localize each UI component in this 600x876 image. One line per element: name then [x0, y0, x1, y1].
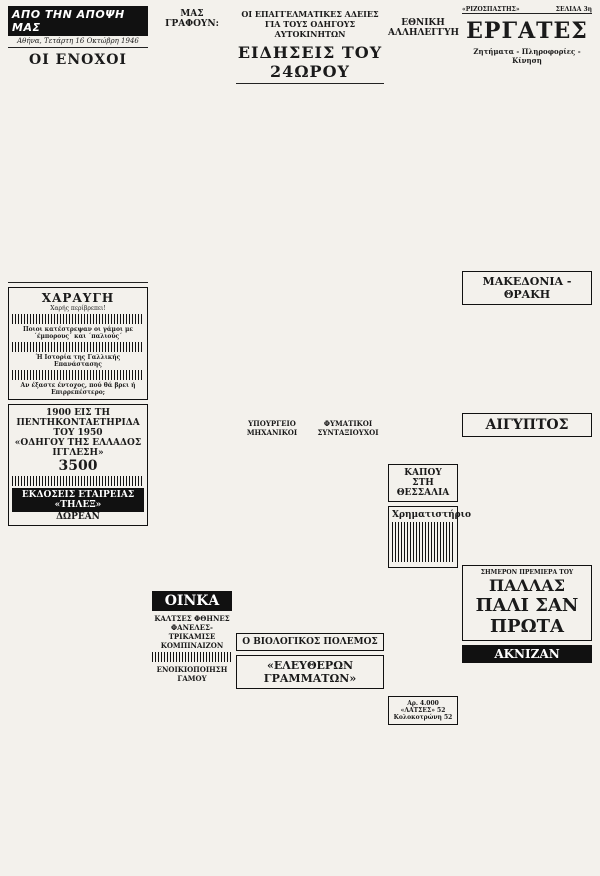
region-body: [462, 309, 592, 409]
headline-enochoi: ΟΙ ΕΝΟΧΟΙ: [29, 52, 127, 68]
ad-price: 3500: [58, 458, 98, 474]
egypt-title: ΑΙΓΥΠΤΟΣ: [485, 417, 569, 433]
news-body: [236, 86, 384, 416]
harauyi-title: ΧΑΡΑΥΓΗ: [41, 291, 115, 305]
headline-24h: ΕΙΔΗΣΕΙΣ ΤΟΥ 24ΩΡΟΥ: [237, 43, 383, 81]
guide-ad: [8, 404, 148, 526]
promo-1: Ποιοι κατέστρεψαν οι γάμοι με ΄έμπορους΄ και ΄παλιούς΄: [23, 326, 133, 340]
letters-body: [152, 31, 232, 591]
workers-sub: Ζητήματα - Πληροφορίες - Κίνηση: [473, 47, 581, 65]
letters-ad: [236, 655, 384, 689]
wedding: ΕΝΟΙΚΙΟΠΟΙΗΣΗ ΓΑΜΟΥ: [156, 665, 228, 683]
newspaper-page: [8, 6, 592, 870]
column-4: [388, 6, 472, 729]
egypt-box: [462, 413, 592, 437]
market-title: Χρηματιστήριο: [392, 510, 472, 520]
cinema-label: ΣΗΜΕΡΟΝ ΠΡΕΜΙΕΡΑ ΤΟΥ: [480, 569, 574, 576]
headline-licenses: ΟΙ ΕΠΑΓΓΕΛΜΑΤΙΚΕΣ ΑΔΕΙΕΣ ΓΙΑ ΤΟΥΣ ΟΔΗΓΟΥΣ ΑΥΤΟΚΙΝΗΤΩΝ: [241, 9, 379, 39]
kapou-title: ΚΑΠΟΥ ΣΤΗ ΘΕΣΣΑΛΙΑ: [396, 468, 450, 498]
solidarity-body: [388, 40, 458, 460]
solidarity: ΕΘΝΙΚΗ ΑΛΛΗΛΕΓΓΥΗ: [388, 18, 460, 38]
socks-ad: ΚΑΛΤΣΕΣ ΦΘΗΝΕΣ ΦΑΝΕΛΕΣ-ΤΡΙΚΑΜΙΣΕ ΚΟΜΠΙΝΑΙΖΟΝ: [154, 614, 230, 650]
paper-name: «ΡΙΖΟΣΠΑΣΤΗΣ»: [462, 6, 520, 13]
harauyi-sub: Χαρής περίβρεπει!: [50, 305, 106, 312]
column-3: [236, 6, 384, 693]
section-banner: ΑΠΟ ΤΗΝ ΑΠΟΨΗ ΜΑΣ: [8, 6, 148, 36]
ad-years: 1900 ΕΙΣ ΤΗ ΠΕΝΤΗΚΟΝΤΑΕΤΗΡΙΔΑ ΤΟΥ 1950: [16, 408, 140, 438]
column-2: [152, 6, 232, 685]
page-number: ΣΕΛΙΔΑ 3η: [555, 6, 592, 13]
workers-body: [462, 67, 592, 267]
egypt-body: [462, 441, 592, 561]
harauyi-box: [8, 287, 148, 400]
column-1: [8, 6, 148, 530]
workers-headline: ΕΡΓΑΤΕΣ: [466, 18, 588, 44]
article-body: [8, 70, 148, 280]
region-title: ΜΑΚΕΔΟΝΙΑ - ΘΡΑΚΗ: [482, 275, 572, 301]
ad-free: ΔΩΡΕΑΝ: [56, 512, 100, 522]
mas-grafoun: ΜΑΣ ΓΡΑΦΟΥΝ:: [165, 9, 219, 29]
sub-pensioners: ΦΥΜΑΤΙΚΟΙ ΣΥΝΤΑΞΙΟΥΧΟΙ: [317, 419, 379, 437]
war-title: Ο ΒΙΟΛΟΓΙΚΟΣ ΠΟΛΕΜΟΣ: [242, 637, 378, 647]
ad-guide: «ΟΔΗΓΟΥ ΤΗΣ ΕΛΛΑΔΟΣ ΙΓΓΛΕΣΗ»: [14, 438, 142, 458]
war-box: [236, 633, 384, 651]
letters-ad-title: «ΕΛΕΥΘΕΡΩΝ ΓΡΑΜΜΑΤΩΝ»: [263, 659, 357, 685]
market-body: [388, 572, 458, 692]
ad-publisher: ΕΚΔΟΣΕΙΣ ΕΤΑΙΡΕΙΑΣ «ΤΗΛΕΞ»: [12, 488, 144, 512]
kapou-box: [388, 464, 458, 502]
dateline: Αθήνα, Τετάρτη 16 Οκτώβρη 1946: [8, 36, 148, 48]
column-5: [462, 6, 592, 663]
cinema-box: [462, 565, 592, 641]
lottery-box: [388, 696, 458, 725]
promo-2: Ή Ιστορία της Γαλλικής Επανάστασης: [35, 354, 121, 368]
oinka-brand: ΟΙΝΚΑ: [152, 591, 232, 611]
film-title: ΠΑΛΙ ΣΑΝ ΠΡΩΤΑ: [475, 595, 579, 637]
news-body-2: [236, 439, 384, 629]
promo-3: Αν έξαστε έντοχος, πού θά βρει ή Επιρρεπέστερο;: [20, 382, 136, 396]
lottery-text: Αρ. 4.000 «ΛΑΤΣΕΣ» 52 Κολοκοτρώνη 52: [393, 700, 453, 721]
market-box: [388, 506, 472, 568]
akniza-brand: ΑΚΝΙΖΑΝ: [462, 645, 592, 663]
region-box: [462, 271, 592, 305]
sub-mechanics: ΥΠΟΥΡΓΕΙΟ ΜΗΧΑΝΙΚΟΙ: [246, 419, 298, 437]
cinema-name: ΠΑΛΛΑΣ: [488, 576, 566, 595]
